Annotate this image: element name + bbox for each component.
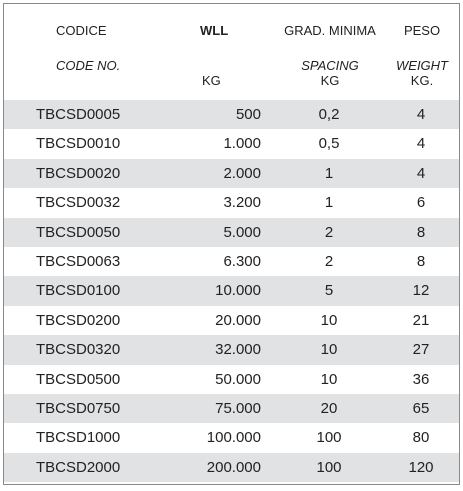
header-grad-minima: GRAD. MINIMA [284, 23, 376, 38]
cell-spacing: 10 [320, 370, 338, 388]
table-row [4, 394, 459, 423]
header-wll: WLL [200, 23, 229, 38]
cell-weight: 120 [408, 458, 434, 476]
cell-spacing: 5 [324, 282, 334, 300]
cell-weight: 12 [412, 282, 430, 300]
table-row [4, 423, 459, 452]
cell-spacing: 1 [324, 194, 334, 212]
cell-wll: 50.000 [215, 370, 261, 388]
cell-code: TBCSD0005 [36, 106, 121, 123]
header-codice: CODICE [56, 23, 107, 38]
cell-wll: 5.000 [223, 223, 261, 241]
cell-weight: 65 [412, 399, 430, 417]
cell-spacing: 0,2 [318, 106, 340, 123]
cell-spacing: 1 [324, 164, 334, 182]
cell-code: TBCSD0320 [36, 341, 121, 359]
cell-wll: 100.000 [206, 429, 261, 447]
table-row [4, 335, 459, 364]
cell-code: TBCSD0063 [36, 252, 121, 270]
cell-weight: 8 [416, 252, 426, 270]
cell-wll: 20.000 [215, 311, 261, 329]
table-row [4, 247, 459, 276]
header-wll-unit: KG [202, 73, 221, 88]
cell-wll: 10.000 [215, 282, 261, 300]
cell-wll: 500 [235, 106, 261, 123]
table-row [4, 188, 459, 217]
cell-code: TBCSD0500 [36, 370, 121, 388]
cell-weight: 80 [412, 429, 430, 447]
cell-code: TBCSD0010 [36, 135, 121, 153]
header-weight: WEIGHT [396, 58, 448, 73]
cell-wll: 1.000 [223, 135, 261, 153]
cell-code: TBCSD0050 [36, 223, 121, 241]
cell-weight: 36 [412, 370, 430, 388]
table-row [4, 306, 459, 335]
table-row [4, 159, 459, 188]
cell-weight: 8 [416, 223, 426, 241]
product-spec-table [3, 3, 460, 485]
header-spacing-unit: KG [320, 73, 340, 88]
cell-weight: 6 [416, 194, 426, 212]
cell-code: TBCSD0032 [36, 194, 121, 212]
cell-spacing: 10 [320, 341, 338, 359]
cell-spacing: 2 [324, 223, 334, 241]
cell-wll: 32.000 [215, 341, 261, 359]
header-peso: PESO [403, 23, 441, 38]
cell-weight: 4 [416, 106, 426, 123]
cell-spacing: 2 [324, 252, 334, 270]
cell-weight: 4 [416, 164, 426, 182]
cell-weight: 21 [412, 311, 430, 329]
cell-wll: 200.000 [206, 458, 261, 476]
table-row [4, 100, 459, 129]
table-row [4, 276, 459, 305]
cell-wll: 75.000 [215, 399, 261, 417]
table-body [4, 100, 459, 482]
table-row [4, 453, 459, 482]
cell-code: TBCSD0020 [36, 164, 121, 182]
cell-wll: 6.300 [223, 252, 261, 270]
cell-code: TBCSD2000 [36, 458, 121, 476]
header-spacing: SPACING [301, 58, 359, 73]
cell-spacing: 100 [316, 429, 342, 447]
table-row [4, 129, 459, 158]
cell-spacing: 20 [320, 399, 338, 417]
cell-code: TBCSD0100 [36, 282, 121, 300]
cell-spacing: 100 [316, 458, 342, 476]
cell-spacing: 0,5 [318, 135, 340, 153]
cell-wll: 2.000 [223, 164, 261, 182]
header-code-no: CODE NO. [56, 58, 121, 73]
cell-code: TBCSD0750 [36, 399, 121, 417]
header-weight-unit: KG. [410, 73, 434, 88]
table-row [4, 218, 459, 247]
table-row [4, 365, 459, 394]
cell-spacing: 10 [320, 311, 338, 329]
cell-wll: 3.200 [223, 194, 261, 212]
cell-weight: 27 [412, 341, 430, 359]
cell-weight: 4 [416, 135, 426, 153]
cell-code: TBCSD1000 [36, 429, 121, 447]
cell-code: TBCSD0200 [36, 311, 121, 329]
